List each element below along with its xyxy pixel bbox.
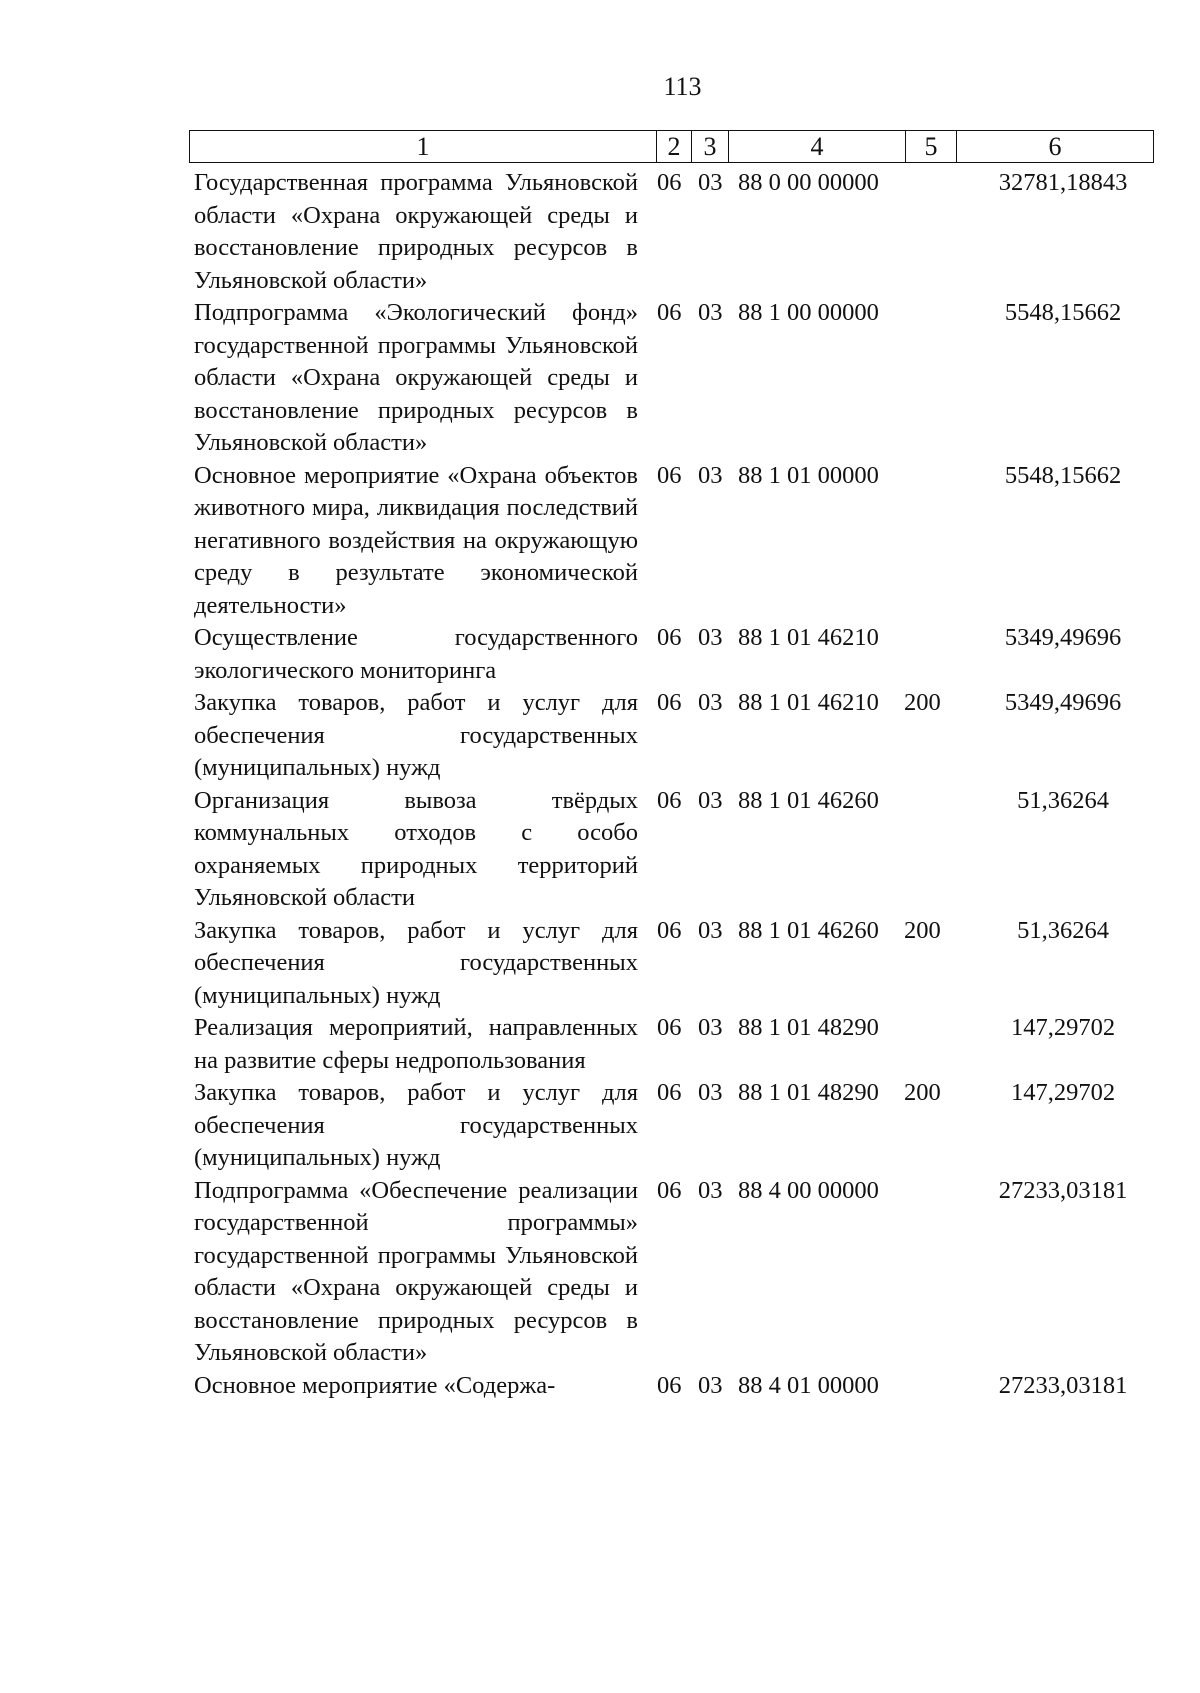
- row-subsection: 03: [698, 169, 723, 196]
- header-col-6: 6: [956, 131, 1153, 162]
- row-expense-type: 200: [904, 916, 941, 944]
- header-col-4: 4: [728, 131, 905, 162]
- table-row: [194, 1012, 1174, 1077]
- row-amount: 32781,18843: [998, 169, 1128, 196]
- header-col-3: 3: [691, 131, 728, 162]
- row-expense-type: [904, 622, 968, 687]
- row-subsection: 03: [698, 1371, 723, 1399]
- table-row: [194, 297, 1174, 460]
- row-section: 06: [657, 1371, 682, 1399]
- row-subsection: 03: [698, 624, 723, 651]
- row-section: 06: [657, 786, 682, 814]
- row-name: Закупка товаров, работ и услуг для обеспечения государственных (муниципальных) нужд: [194, 689, 638, 781]
- row-name: Закупка товаров, работ и услуг для обеспечения государственных (муниципальных) нужд: [194, 916, 638, 1009]
- row-expense-type: [904, 1012, 968, 1077]
- row-amount: 51,36264: [1017, 786, 1109, 814]
- row-amount: 51,36264: [1017, 916, 1109, 944]
- table-header: [189, 130, 1154, 163]
- row-expense-type: [904, 167, 968, 297]
- page-number: 113: [663, 72, 702, 101]
- row-name: Подпрограмма «Обеспечение реализации государственной программы» государственной программы Ульяновской области «Охрана окружающей среды и восстановление природных ресурсов в Ульяновской области»: [194, 1176, 638, 1366]
- row-amount: 27233,03181: [998, 1176, 1128, 1204]
- row-section: 06: [657, 169, 682, 196]
- table-row: [194, 915, 1174, 1013]
- row-target-code: 88 0 00 00000: [738, 169, 879, 196]
- row-amount: 5548,15662: [1004, 299, 1122, 326]
- header-col-5: 5: [905, 131, 956, 162]
- row-name: Основное мероприятие «Охрана объектов животного мира, ликвидация последствий негативного воздействия на окружающую среду в результате экономической деятельности»: [194, 461, 638, 619]
- row-target-code: 88 1 01 46260: [738, 786, 879, 814]
- row-target-code: 88 1 00 00000: [738, 299, 879, 326]
- row-target-code: 88 1 01 46210: [738, 689, 879, 716]
- row-name: Организация вывоза твёрдых коммунальных отходов с особо охраняемых природных территорий Ульяновской области: [194, 786, 638, 911]
- row-target-code: 88 1 01 48290: [738, 1079, 879, 1106]
- row-subsection: 03: [698, 461, 723, 489]
- row-section: 06: [657, 299, 682, 326]
- row-name: Реализация мероприятий, направленных на развитие сферы недропользования: [194, 1014, 638, 1074]
- row-expense-type: [904, 1370, 968, 1403]
- row-expense-type: [904, 460, 968, 623]
- table-row: [194, 1175, 1174, 1370]
- row-expense-type: [904, 785, 968, 915]
- row-subsection: 03: [698, 1176, 723, 1204]
- row-expense-type: 200: [904, 1079, 941, 1106]
- row-expense-type: [904, 1175, 968, 1370]
- table-body: [194, 167, 1174, 1402]
- row-section: 06: [657, 916, 682, 944]
- row-subsection: 03: [698, 916, 723, 944]
- table-row: [194, 785, 1174, 915]
- row-target-code: 88 1 01 46210: [738, 624, 879, 651]
- row-subsection: 03: [698, 786, 723, 814]
- table-row: [194, 460, 1174, 623]
- row-target-code: 88 1 01 46260: [738, 916, 879, 944]
- row-name: Основное мероприятие «Содержа-: [194, 1371, 556, 1399]
- row-expense-type: 200: [904, 689, 941, 716]
- row-target-code: 88 4 01 00000: [738, 1371, 879, 1399]
- table-row: [194, 1370, 1174, 1403]
- row-section: 06: [657, 1079, 682, 1106]
- row-subsection: 03: [698, 1014, 723, 1041]
- row-target-code: 88 1 01 48290: [738, 1014, 879, 1041]
- row-name: Осуществление государственного экологического мониторинга: [194, 624, 638, 684]
- row-subsection: 03: [698, 1079, 723, 1106]
- row-amount: 5349,49696: [1004, 689, 1122, 716]
- row-amount: 27233,03181: [998, 1371, 1128, 1399]
- row-amount: 147,29702: [1010, 1079, 1116, 1106]
- row-subsection: 03: [698, 689, 723, 716]
- row-target-code: 88 1 01 00000: [738, 461, 879, 489]
- row-name: Закупка товаров, работ и услуг для обеспечения государственных (муниципальных) нужд: [194, 1079, 638, 1171]
- row-amount: 5548,15662: [1004, 461, 1122, 489]
- row-section: 06: [657, 624, 682, 651]
- row-amount: 5349,49696: [1004, 624, 1122, 651]
- table-row: [194, 622, 1174, 687]
- row-target-code: 88 4 00 00000: [738, 1176, 879, 1204]
- table-row: [194, 687, 1174, 785]
- row-section: 06: [657, 461, 682, 489]
- row-name: Государственная программа Ульяновской области «Охрана окружающей среды и восстановление природных ресурсов в Ульяновской области»: [194, 169, 638, 294]
- row-section: 06: [657, 1014, 682, 1041]
- row-section: 06: [657, 1176, 682, 1204]
- row-section: 06: [657, 689, 682, 716]
- header-col-2: 2: [656, 131, 691, 162]
- header-col-1: 1: [416, 132, 430, 161]
- table-row: [194, 167, 1174, 297]
- row-subsection: 03: [698, 299, 723, 326]
- row-amount: 147,29702: [1010, 1014, 1116, 1041]
- row-name: Подпрограмма «Экологический фонд» государственной программы Ульяновской области «Охрана окружающей среды и восстановление природных ресурсов в Ульяновской области»: [194, 299, 638, 456]
- table-row: [194, 1077, 1174, 1175]
- row-expense-type: [904, 297, 968, 460]
